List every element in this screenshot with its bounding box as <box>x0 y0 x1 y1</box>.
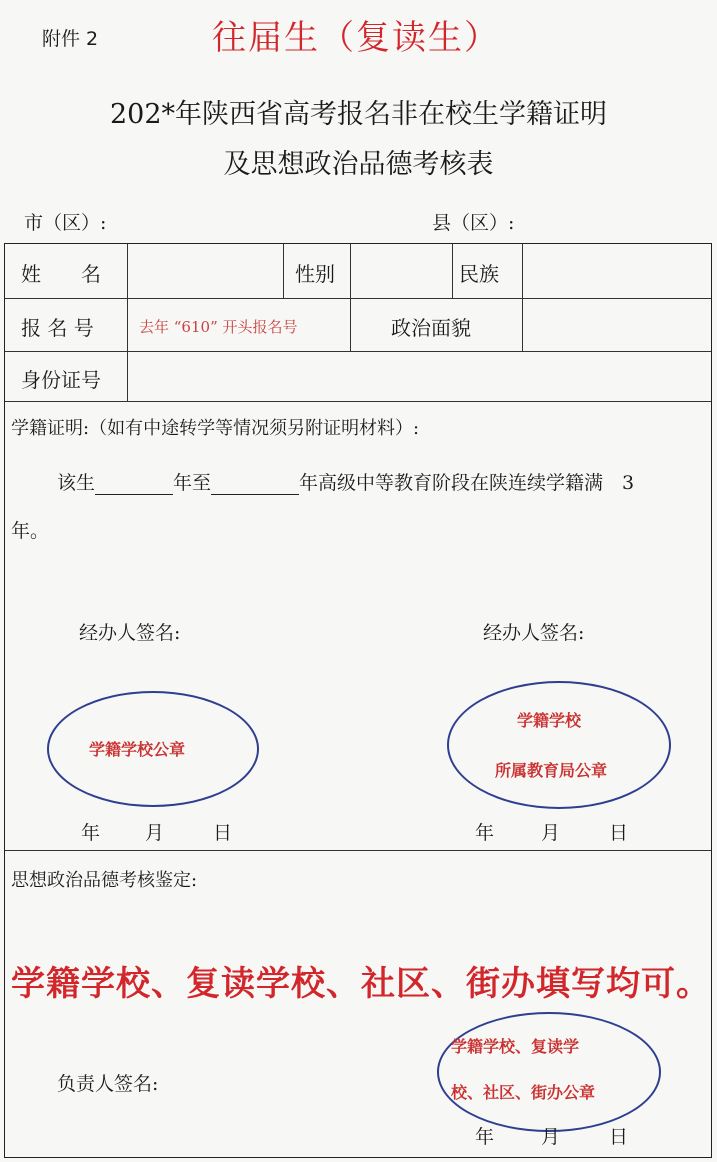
political-status-field[interactable] <box>527 302 707 348</box>
conduct-fill-note: 学籍学校、复读学校、社区、街办填写均可。 <box>11 964 711 1004</box>
city-label: 市（区）: <box>24 212 107 234</box>
column-divider <box>283 244 284 298</box>
date-day-left: 日 <box>213 822 233 844</box>
bureau-seal-text-line2: 所属教育局公章 <box>495 761 608 780</box>
conduct-date-day: 日 <box>609 1126 629 1148</box>
row-divider <box>5 298 711 299</box>
date-month-right: 月 <box>541 822 561 844</box>
name-label: 姓 名 <box>21 262 101 286</box>
date-year-left: 年 <box>81 822 101 844</box>
conduct-heading: 思想政治品德考核鉴定: <box>11 870 198 891</box>
gender-field[interactable] <box>355 247 448 295</box>
political-status-label: 政治面貌 <box>391 316 471 340</box>
county-label: 县（区）: <box>432 212 515 234</box>
signer-right-label: 经办人签名: <box>483 622 585 644</box>
signer-left-label: 经办人签名: <box>79 622 181 644</box>
date-year-right: 年 <box>475 822 495 844</box>
column-divider <box>522 244 523 351</box>
ethnicity-label: 民族 <box>459 262 499 286</box>
date-day-right: 日 <box>609 822 629 844</box>
gender-label: 性别 <box>295 262 335 286</box>
row-divider <box>5 401 711 402</box>
conduct-date-year: 年 <box>475 1126 495 1148</box>
responsible-signer-label: 负责人签名: <box>57 1073 159 1095</box>
enrollment-statement <box>57 468 634 495</box>
column-divider <box>452 244 453 298</box>
bureau-seal-text-line1: 学籍学校 <box>517 711 582 730</box>
column-divider <box>127 244 128 401</box>
conduct-seal-text-line2: 校、社区、街办公章 <box>451 1083 596 1102</box>
statement-suffix: 年高级中等教育阶段在陕连续学籍满 3 <box>299 472 635 494</box>
statement-prefix: 该生 <box>57 472 96 494</box>
statement-mid: 年至 <box>173 472 212 494</box>
reg-no-hint[interactable]: 去年 “610” 开头报名号 <box>139 318 298 336</box>
row-divider <box>5 351 711 352</box>
reg-no-label: 报 名 号 <box>21 316 94 340</box>
id-number-field[interactable] <box>133 354 707 398</box>
start-year-blank[interactable] <box>95 474 173 495</box>
education-bureau-seal <box>447 681 671 809</box>
conduct-seal-text-line1: 学籍学校、复读学 <box>451 1037 580 1056</box>
ethnicity-field[interactable] <box>527 247 707 295</box>
conduct-date-month: 月 <box>541 1126 561 1148</box>
school-seal-text: 学籍学校公章 <box>89 740 186 759</box>
section-divider <box>5 850 711 851</box>
conduct-seal <box>437 1012 661 1132</box>
attachment-label: 附件 2 <box>42 28 99 50</box>
category-badge: 往届生（复读生） <box>212 18 500 58</box>
id-number-label: 身份证号 <box>21 368 101 392</box>
statement-end: 年。 <box>11 520 50 542</box>
name-field[interactable] <box>133 247 279 295</box>
end-year-blank[interactable] <box>211 474 299 495</box>
form-title-line2: 及思想政治品德考核表 <box>223 149 494 180</box>
date-month-left: 月 <box>145 822 165 844</box>
registration-form-table <box>4 243 712 1158</box>
form-title-line1: 202*年陕西省高考报名非在校生学籍证明 <box>109 99 608 130</box>
enrollment-heading: 学籍证明:（如有中途转学等情况须另附证明材料）: <box>11 418 420 439</box>
column-divider <box>350 244 351 351</box>
